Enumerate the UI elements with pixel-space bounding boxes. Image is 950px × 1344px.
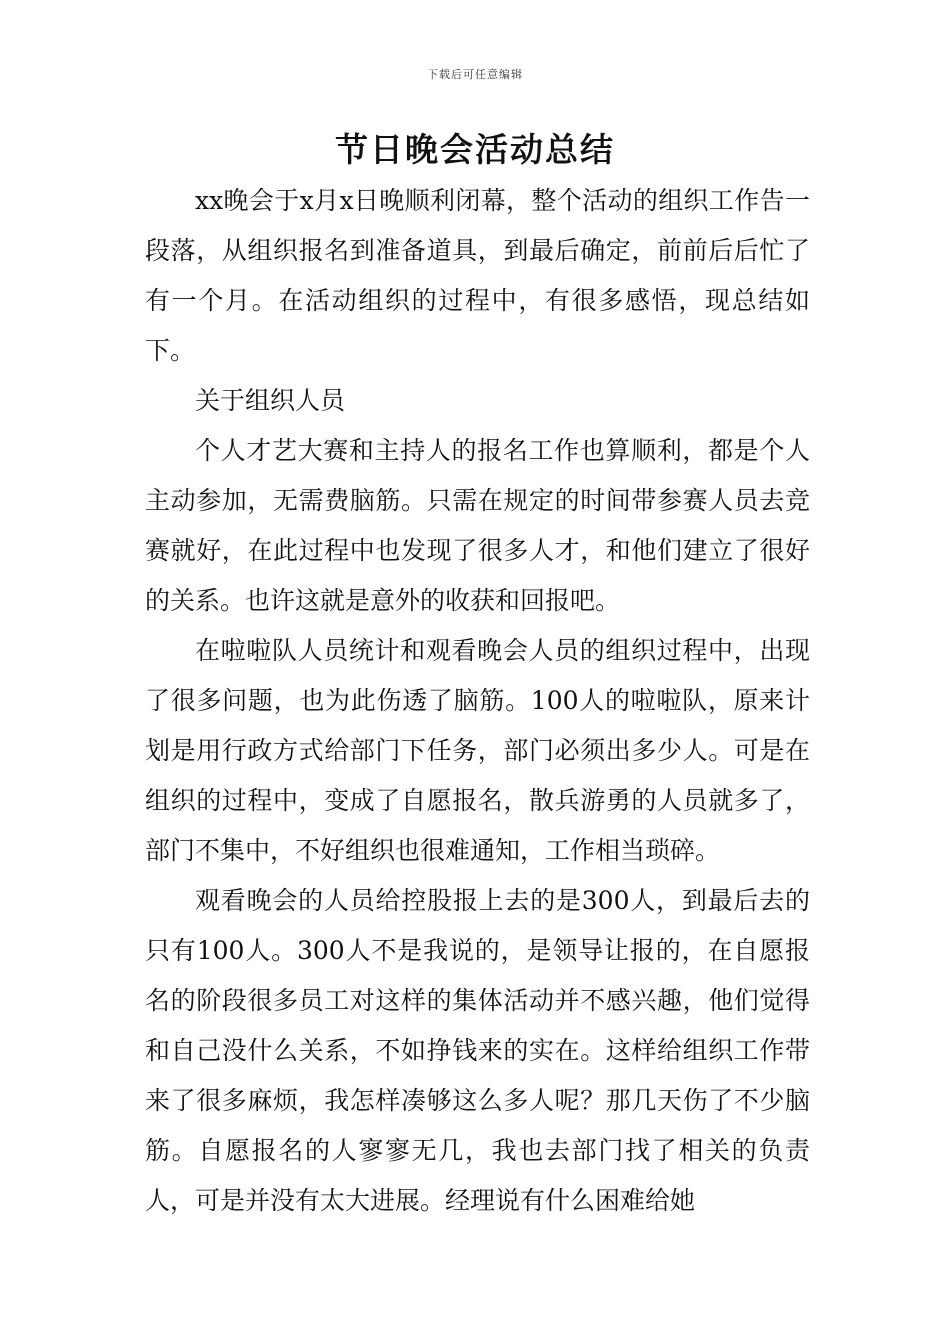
paragraph-talent-contest: 个人才艺大赛和主持人的报名工作也算顺利，都是个人主动参加，无需费脑筋。只需在规定的时间带参赛人员去竞赛就好，在此过程中也发现了很多人才，和他们建立了很好的关系。也许这就是意外的收获和回报吧。 <box>145 436 810 615</box>
document-body <box>145 176 810 1226</box>
paragraph-cheer-team: 在啦啦队人员统计和观看晚会人员的组织过程中，出现了很多问题，也为此伤透了脑筋。100人的啦啦队，原来计划是用行政方式给部门下任务，部门必须出多少人。可是在组织的过程中，变成了自愿报名，散兵游勇的人员就多了，部门不集中，不好组织也很难通知，工作相当琐碎。 <box>145 636 810 865</box>
document-title: 节日晚会活动总结 <box>335 130 615 169</box>
page-header-note: 下载后可任意编辑 <box>427 68 523 81</box>
paragraph-intro: xx晚会于x月x日晚顺利闭幕，整个活动的组织工作告一段落，从组织报名到准备道具，到最后确定，前前后后忙了有一个月。在活动组织的过程中，有很多感悟，现总结如下。 <box>145 186 810 365</box>
paragraph-audience: 观看晚会的人员给控股报上去的是300人，到最后去的只有100人。300人不是我说的，是领导让报的，在自愿报名的阶段很多员工对这样的集体活动并不感兴趣，他们觉得和自己没什么关系，不如挣钱来的实在。这样给组织工作带来了很多麻烦，我怎样凑够这么多人呢？那几天伤了不少脑筋。自愿报名的人寥寥无几，我也去部门找了相关的负责人，可是并没有太大进展。经理说有什么困难给她 <box>145 886 810 1215</box>
section-heading-organizers: 关于组织人员 <box>195 386 346 415</box>
